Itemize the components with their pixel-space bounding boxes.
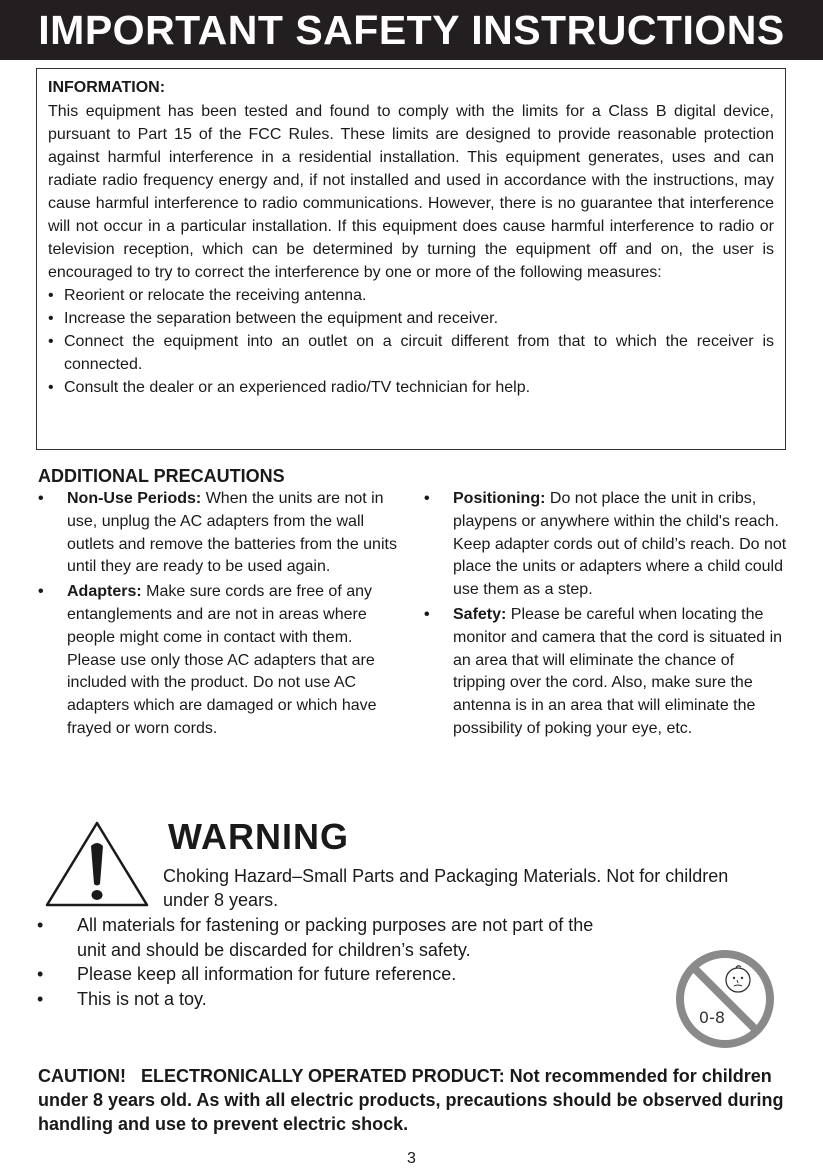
warning-title: WARNING (168, 816, 349, 857)
precaution-item (424, 604, 790, 741)
page-title: IMPORTANT SAFETY INSTRUCTIONS (0, 0, 823, 60)
bullet: • (38, 583, 44, 601)
precaution-text: Make sure cords are free of any entanglements and are not in areas where people might come in contact with them. Please use only those AC adapters that are included with the product. Do not use AC adapters which are damaged or which have frayed or worn cords. (67, 583, 377, 737)
precaution-label: Safety: (453, 605, 507, 623)
bullet: • (48, 379, 54, 396)
list-item (34, 987, 594, 1012)
list-item (48, 376, 774, 399)
age-restriction-icon (674, 948, 776, 1050)
precaution-text: Do not place the unit in cribs, playpens or anywhere within the child's reach. Keep adapter cords out of child’s reach. Do not place the units or adapters where a child could use them as a step. (453, 490, 787, 599)
bullet: • (37, 915, 44, 935)
precaution-item (38, 581, 398, 741)
precautions-column-left (38, 488, 398, 741)
precaution-item (38, 488, 398, 579)
warning-item-text: This is not a toy. (77, 988, 207, 1009)
bullet: • (37, 964, 44, 984)
measure-text: Consult the dealer or an experienced radio/TV technician for help. (64, 379, 531, 396)
list-item (48, 307, 774, 330)
bullet: • (38, 490, 44, 507)
precautions-column-right (424, 488, 790, 741)
list-item (34, 913, 594, 962)
bullet: • (424, 605, 430, 623)
precautions-heading: ADDITIONAL PRECAUTIONS (38, 466, 285, 486)
measure-text: Connect the equipment into an outlet on a circuit different from that to which the receiver is connected. (64, 333, 774, 373)
bullet: • (48, 333, 54, 350)
list-item (48, 284, 774, 307)
list-item (34, 962, 594, 987)
precaution-label: Adapters: (67, 583, 142, 601)
measure-text: Increase the separation between the equipment and receiver. (64, 310, 499, 327)
exclamation-triangle-icon (44, 820, 150, 908)
precaution-text: Please be careful when locating the monitor and camera that the cord is situated in an area that will eliminate the chance of tripping over the cord. Also, make sure the antenna is in an area that will eliminate the possibility of poking your eye, etc. (453, 605, 783, 737)
information-body: This equipment has been tested and found to comply with the limits for a Class B digital device, pursuant to Part 15 of the FCC Rules. These limits are designed to provide reasonable protection against harmful interference in a residential installation. This equipment generates, uses and can radiate radio frequency energy and, if not installed and used in accordance with the instructions, may cause harmful interference to radio communications. However, there is no guarantee that interference will not occur in a particular installation. If this equipment does cause harmful interference to radio or television reception, which can be determined by turning the equipment off and on, the user is encouraged to try to correct the interference by one or more of the following measures: (48, 103, 774, 281)
precaution-label: Non-Use Periods: (67, 490, 202, 507)
warning-text: Choking Hazard–Small Parts and Packaging Materials. Not for children under 8 years. (163, 866, 729, 910)
measures-list (48, 284, 774, 399)
precaution-label: Positioning: (453, 490, 546, 507)
bullet: • (48, 310, 54, 327)
warning-item-text: All materials for fastening or packing purposes are not part of the unit and should be discarded for children’s safety. (77, 915, 594, 960)
measure-text: Reorient or relocate the receiving antenna. (64, 287, 367, 304)
bullet: • (424, 490, 430, 507)
warning-list (34, 913, 594, 1011)
bullet: • (37, 988, 44, 1009)
bullet: • (48, 287, 54, 304)
precaution-item (424, 488, 790, 602)
caution-notice: CAUTION! ELECTRONICALLY OPERATED PRODUCT: Not recommended for children under 8 years old. As with all electric products, precautions should be observed during handling and use to prevent electric shock. (38, 1066, 789, 1134)
age-label: 0-8 (698, 1008, 726, 1027)
precaution-text: When the units are not in use, unplug the AC adapters from the wall outlets and remove the batteries from the units until they are ready to be used again. (67, 490, 397, 576)
list-item (48, 330, 774, 376)
warning-item-text: Please keep all information for future reference. (77, 964, 457, 984)
information-title: INFORMATION: (48, 79, 166, 96)
page-number: 3 (407, 1150, 416, 1167)
information-box (36, 68, 786, 450)
